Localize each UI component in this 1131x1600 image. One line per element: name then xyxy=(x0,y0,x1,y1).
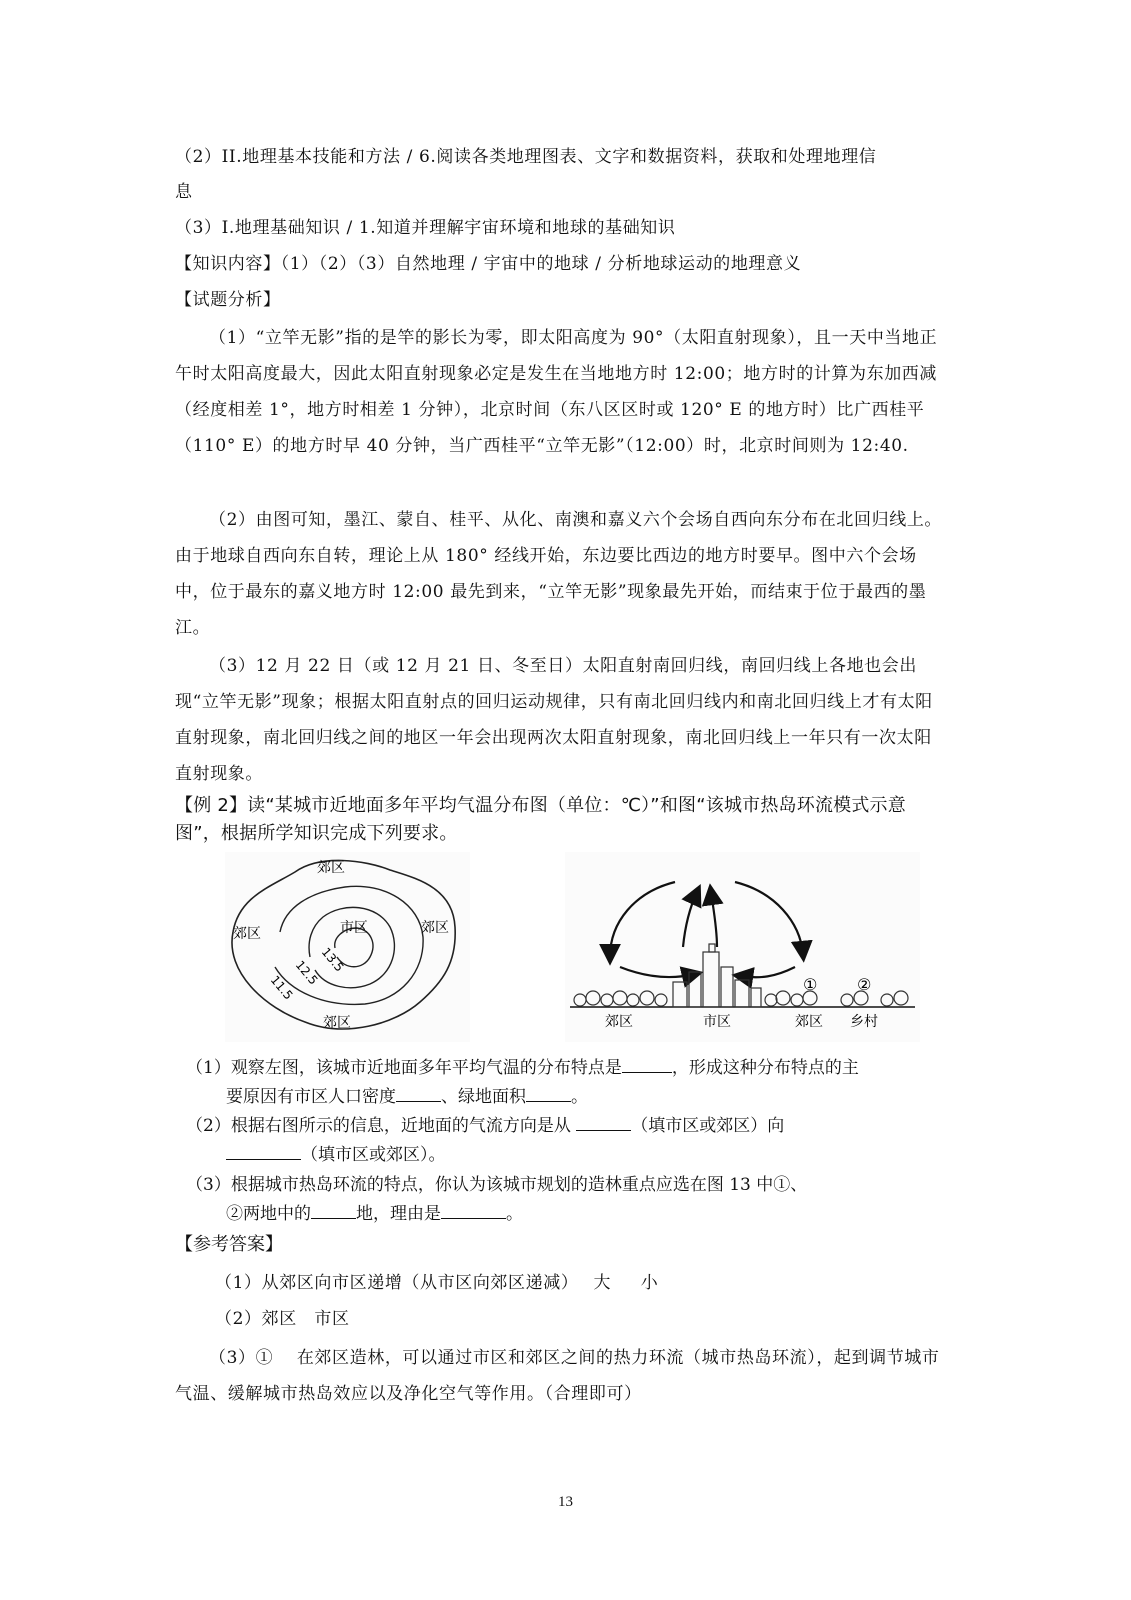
question-2-line-2: （填市区或郊区）。 xyxy=(226,1140,446,1165)
fig-left-label-bottom: 郊区 xyxy=(323,1015,351,1031)
fig-right-label-city: 市区 xyxy=(703,1014,731,1030)
fig-right-label-suburb-left: 郊区 xyxy=(605,1014,633,1030)
objective-line-2: （2）II.地理基本技能和方法 / 6.阅读各类地理图表、文字和数据资料，获取和处理地理信 xyxy=(175,147,877,167)
fig-right-label-village: 乡村 xyxy=(850,1014,878,1030)
isotherm-label-13-5: 13.5 xyxy=(318,944,347,975)
fig-left-label-right: 郊区 xyxy=(421,920,449,936)
answer-3: （3）① 在郊区造林，可以通过市区和郊区之间的热力环流（城市热岛环流），起到调节城市气温、缓解城市热岛效应以及净化空气等作用。（合理即可） xyxy=(175,1348,940,1404)
isotherm-label-11-5: 11.5 xyxy=(267,972,296,1003)
analysis-paragraph-1: （1）“立竿无影”指的是竿的影长为零，即太阳高度为 90°（太阳直射现象），且一天中当地正午时太阳高度最大，因此太阳直射现象必定是发生在当地地方时 12:00；地方时的计算为东加西减（经度相差 1°，地方时相差 1 分钟），北京时间（东八区区时或 120° E 的地方时）比广西桂平（110° E）的地方时早 40 分钟，当广西桂平“立竿无影”（12:00）时，北京时间则为 12:40. xyxy=(175,328,938,456)
marker-1: ① xyxy=(803,975,818,994)
blank-q3-location[interactable] xyxy=(311,1204,356,1219)
question-1-line-2: 要原因有市区人口密度 、绿地面积 。 xyxy=(226,1087,588,1107)
blank-q2-from[interactable] xyxy=(576,1116,631,1131)
fig-left-label-left: 郊区 xyxy=(233,926,261,942)
blank-q3-reason[interactable] xyxy=(441,1204,506,1219)
objective-line-2-cont: 息 xyxy=(175,182,193,202)
question-3-line-2: ②两地中的 地，理由是 。 xyxy=(226,1204,523,1224)
question-1-line-1: （1）观察左图，该城市近地面多年平均气温的分布特点是 ，形成这种分布特点的主 xyxy=(186,1058,859,1078)
objective-line-3: （3）I.地理基础知识 / 1.知道并理解宇宙环境和地球的基础知识 xyxy=(175,218,676,238)
blank-q1-feature[interactable] xyxy=(622,1058,672,1073)
example-2-intro: 【例 2】读“某城市近地面多年平均气温分布图（单位：℃）”和图“该城市热岛环流模式示意图”，根据所学知识完成下列要求。 xyxy=(175,795,906,844)
answer-2: （2）郊区 市区 xyxy=(215,1309,350,1329)
analysis-paragraph-2: （2）由图可知，墨江、蒙自、桂平、从化、南澳和嘉义六个会场自西向东分布在北回归线上。由于地球自西向东自转，理论上从 180° 经线开始，东边要比西边的地方时要早。图中六个会场中，位于最东的嘉义地方时 12:00 最先到来，“立竿无影”现象最先开始，而结束于位于最西的墨江。 xyxy=(175,510,943,638)
heat-island-circulation-figure xyxy=(565,852,920,1042)
isotherm-map-figure xyxy=(225,852,470,1042)
question-3-line-1: （3）根据城市热岛环流的特点，你认为该城市规划的造林重点应选在图 13 中①、 xyxy=(186,1175,808,1195)
knowledge-content: 【知识内容】（1）（2）（3）自然地理 / 宇宙中的地球 / 分析地球运动的地理意义 xyxy=(175,254,802,274)
page-number: 13 xyxy=(558,1494,573,1510)
isotherm-label-12-5: 12.5 xyxy=(292,957,321,988)
blank-q2-to[interactable] xyxy=(226,1145,301,1160)
analysis-paragraph-3: （3）12 月 22 日（或 12 月 21 日、冬至日）太阳直射南回归线，南回归线上各地也会出现“立竿无影”现象；根据太阳直射点的回归运动规律，只有南北回归线内和南北回归线上才有太阳直射现象，南北回归线之间的地区一年会出现两次太阳直射现象，南北回归线上一年只有一次太阳直射现象。 xyxy=(175,656,933,784)
blank-q1-density[interactable] xyxy=(396,1087,441,1102)
answer-heading: 【参考答案】 xyxy=(175,1234,283,1255)
fig-left-label-top: 郊区 xyxy=(317,860,345,876)
fig-right-label-suburb-right: 郊区 xyxy=(795,1014,823,1030)
analysis-heading: 【试题分析】 xyxy=(175,290,281,310)
question-2-line-1: （2）根据右图所示的信息，近地面的气流方向是从 （填市区或郊区）向 xyxy=(186,1116,785,1136)
marker-2: ② xyxy=(857,975,872,994)
fig-left-label-center: 市区 xyxy=(340,920,368,936)
blank-q1-greenspace[interactable] xyxy=(526,1087,571,1102)
answer-1: （1）从郊区向市区递增（从市区向郊区递减） 大 小 xyxy=(215,1273,659,1293)
